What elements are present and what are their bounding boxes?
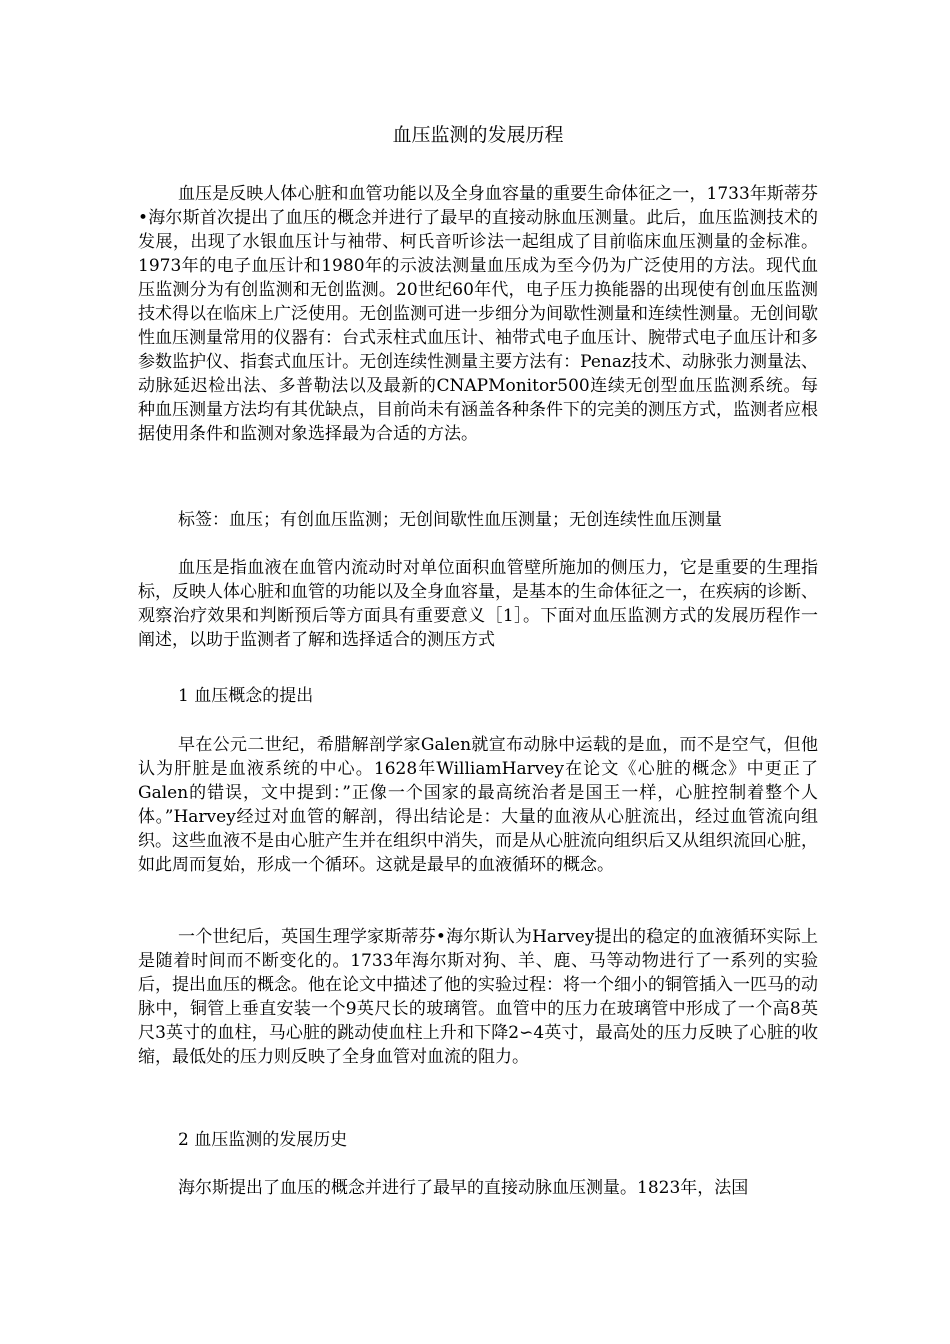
section-2-paragraph-1: 海尔斯提出了血压的概念并进行了最早的直接动脉血压测量。1823年，法国 — [178, 1178, 749, 1198]
section-1-paragraph-1: 早在公元二世纪，希腊解剖学家Galen就宣布动脉中运载的是血，而不是空气，但他认为肝脏是血液系统的中心。1628年WilliamHarvey在论文《心脏的概念》中更正了Galen的错误，文中提到：”正像一个国家的最高统治者是国王一样，心脏控制着整个人体。”Harvey经过对血管的解剖，得出结论是：大量的血液从心脏流出，经过血管流向组织。这些血液不是由心脏产生并在组织中消失，而是从心脏流向组织后又从组织流回心脏，如此周而复始，形成一个循环。这就是最早的血液循环的概念。 — [138, 735, 818, 875]
section-2-heading: 2 血压监测的发展历史 — [178, 1130, 348, 1150]
document-title: 血压监测的发展历程 — [392, 124, 564, 146]
abstract-paragraph: 血压是反映人体心脏和血管功能以及全身血容量的重要生命体征之一，1733年斯蒂芬•海尔斯首次提出了血压的概念并进行了最早的直接动脉血压测量。此后，血压监测技术的发展，出现了水银血压计与袖带、柯氏音听诊法一起组成了目前临床血压测量的金标准。1973年的电子血压计和1980年的示波法测量血压成为至今仍为广泛使用的方法。现代血压监测分为有创监测和无创监测。20世纪60年代，电子压力换能器的出现使有创血压监测技术得以在临床上广泛使用。无创监测可进一步细分为间歇性测量和连续性测量。无创间歇性血压测量常用的仪器有：台式汞柱式血压计、袖带式电子血压计、腕带式电子血压计和多参数监护仪、指套式血压计。无创连续性测量主要方法有：Penaz技术、动脉张力测量法、动脉延迟检出法、多普勒法以及最新的CNAPMonitor500连续无创型血压监测系统。每种血压测量方法均有其优缺点，目前尚未有涵盖各种条件下的完美的测压方式，监测者应根据使用条件和监测对象选择最为合适的方法。 — [138, 184, 818, 444]
section-1-heading: 1 血压概念的提出 — [178, 686, 314, 706]
section-1-paragraph-2: 一个世纪后，英国生理学家斯蒂芬•海尔斯认为Harvey提出的稳定的血液循环实际上是随着时间而不断变化的。1733年海尔斯对狗、羊、鹿、马等动物进行了一系列的实验后，提出血压的概念。他在论文中描述了他的实验过程：将一个细小的铜管插入一匹马的动脉中，铜管上垂直安装一个9英尺长的玻璃管。血管中的压力在玻璃管中形成了一个高8英尺3英寸的血柱，马心脏的跳动使血柱上升和下降2∽4英寸，最高处的压力反映了心脏的收缩，最低处的压力则反映了全身血管对血流的阻力。 — [138, 927, 818, 1067]
keywords-line: 标签：血压；有创血压监测；无创间歇性血压测量；无创连续性血压测量 — [178, 510, 722, 530]
intro-paragraph: 血压是指血液在血管内流动时对单位面积血管壁所施加的侧压力，它是重要的生理指标，反映人体心脏和血管的功能以及全身血容量，是基本的生命体征之一，在疾病的诊断、观察治疗效果和判断预后等方面具有重要意义［1］。下面对血压监测方式的发展历程作一阐述，以助于监测者了解和选择适合的测压方式 — [138, 558, 818, 650]
